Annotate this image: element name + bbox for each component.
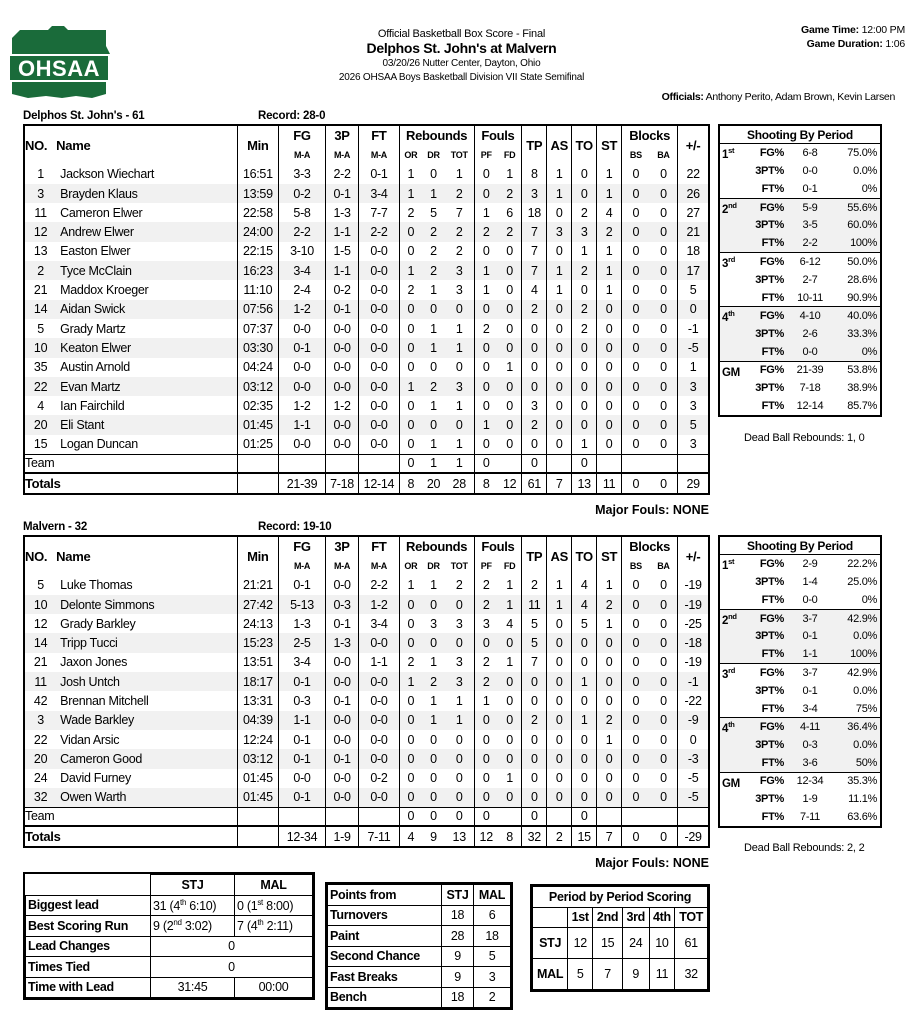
game-duration: Game Duration: 1:06 xyxy=(806,38,905,50)
shooting-by-period: Shooting By Period 1st FG% 6-8 75.0% 3PT% 0-0 0.0% FT% 0-1 0% 2nd FG% 5-9 55.6% 3PT% 3-5 60.0% FT% 2-2 100% 3rd FG% 6-12 50.0% 3PT% 2-7 28.6% FT% 10-11 90.9% 4th FG% 4-10 40.0% 3PT% 2-6 33.3% FT% 0-0 0% GM FG% 21-39 53.8% 3PT% 7-18 38.9% FT% 12-14 85.7% xyxy=(718,124,882,417)
player-row: 13 Easton Elwer 22:15 3-10 1-5 0-0 0 2 2 0 0 7 0 1 1 0 0 18 xyxy=(25,242,708,261)
period-scoring-row: MAL 5 7 9 11 32 xyxy=(533,959,708,990)
team-row: Team 0 1 1 0 0 0 xyxy=(25,454,708,473)
player-name: Grady Barkley xyxy=(56,614,237,633)
player-name: Andrew Elwer xyxy=(56,222,237,241)
sbp-row: FT% 0-0 0% xyxy=(720,343,880,361)
player-name: Evan Martz xyxy=(56,377,237,396)
player-name: Brayden Klaus xyxy=(56,184,237,203)
totals-row: Totals 12-34 1-9 7-11 4 9 13 12 8 32 2 15 7 0 0 -29 xyxy=(25,826,708,846)
player-row: 15 Logan Duncan 01:25 0-0 0-0 0-0 0 1 1 0 0 0 0 1 0 0 0 3 xyxy=(25,435,708,454)
player-row: 3 Wade Barkley 04:39 1-1 0-0 0-0 0 1 1 0 0 2 0 1 2 0 0 -9 xyxy=(25,711,708,730)
player-name: Tyce McClain xyxy=(56,261,237,280)
team-name: Malvern - 32 xyxy=(23,521,88,533)
sbp-row: 3rd FG% 6-12 50.0% xyxy=(720,253,880,271)
game-summary-table: STJ MAL Biggest lead 31 (4th 6:10) 0 (1st 8:00) Best Scoring Run 9 (2nd 3:02) 7 (4th 2:11) Lead Changes 0 Times Tied 0 Time with Lead 31:45 00:00 xyxy=(23,872,315,1000)
player-row: 20 Cameron Good 03:12 0-1 0-1 0-0 0 0 0 0 0 0 0 0 0 0 0 -3 xyxy=(25,749,708,768)
major-fouls: Major Fouls: NONE xyxy=(595,503,709,517)
biggest-lead-row: Biggest lead 31 (4th 6:10) 0 (1st 8:00) xyxy=(26,895,313,916)
lead-changes-row: Lead Changes 0 xyxy=(26,936,313,957)
sbp-row: 3PT% 7-18 38.9% xyxy=(755,382,877,395)
player-name: Eli Stant xyxy=(56,415,237,434)
player-name: Tripp Tucci xyxy=(56,633,237,652)
player-name: Grady Martz xyxy=(56,319,237,338)
player-row: 5 Grady Martz 07:37 0-0 0-0 0-0 0 1 1 2 0 0 0 2 0 0 0 -1 xyxy=(25,319,708,338)
best-run-mal: 7 (4th 2:11) xyxy=(235,916,313,937)
player-name: Austin Arnold xyxy=(56,358,237,377)
sbp-row: FT% 0-0 0% xyxy=(761,593,877,606)
player-name: Delonte Simmons xyxy=(56,595,237,614)
best-run-stj: 9 (2nd 3:02) xyxy=(151,916,235,937)
team-record: Record: 19-10 xyxy=(258,521,332,533)
player-name: Josh Untch xyxy=(56,672,237,691)
sbp-row: 4th FG% 4-11 36.4% xyxy=(720,718,880,736)
times-tied-row: Times Tied 0 xyxy=(26,957,313,978)
biggest-lead-stj: 31 (4th 6:10) xyxy=(151,895,235,916)
sbp-row: 2nd FG% 5-9 55.6% xyxy=(720,198,880,216)
player-row: 11 Josh Untch 18:17 0-1 0-0 0-0 1 2 3 2 0 0 0 1 0 0 0 -1 xyxy=(25,672,708,691)
game-time: Game Time: 12:00 PM xyxy=(801,24,905,36)
best-run-row: Best Scoring Run 9 (2nd 3:02) 7 (4th 2:11) xyxy=(26,916,313,937)
sbp-row: FT% 1-1 100% xyxy=(720,645,880,663)
sbp-row: 3PT% 3-5 60.0% xyxy=(720,216,880,234)
player-row: 2 Tyce McClain 16:23 3-4 1-1 0-0 1 2 3 1 0 7 1 2 1 0 0 17 xyxy=(25,261,708,280)
points-from-row: Bench 18 2 xyxy=(328,987,511,1008)
player-row: 1 Jackson Wiechart 16:51 3-3 2-2 0-1 1 0 1 0 1 8 1 0 1 0 0 22 xyxy=(25,165,708,184)
player-row: 35 Austin Arnold 04:24 0-0 0-0 0-0 0 0 0 0 1 0 0 0 0 0 0 1 xyxy=(25,358,708,377)
team-name: Delphos St. John's - 61 xyxy=(23,110,145,122)
sbp-row: 2nd FG% 3-7 42.9% xyxy=(720,609,880,627)
dead-ball-rebounds: Dead Ball Rebounds: 1, 0 xyxy=(744,432,865,444)
sbp-row: FT% 3-6 50% xyxy=(720,754,880,772)
period-scoring-row: STJ 12 15 24 10 61 xyxy=(533,928,708,959)
player-row: 12 Grady Barkley 24:13 1-3 0-1 3-4 0 3 3 3 4 5 0 5 1 0 0 -25 xyxy=(25,614,708,633)
player-name: Wade Barkley xyxy=(56,711,237,730)
sbp-row: 3PT% 0-1 0.0% xyxy=(755,684,877,697)
player-row: 4 Ian Fairchild 02:35 1-2 1-2 0-0 0 1 1 0 0 3 0 0 0 0 0 3 xyxy=(25,396,708,415)
sbp-row: FT% 2-2 100% xyxy=(720,234,880,252)
player-name: Vidan Arsic xyxy=(56,730,237,749)
event-name: 2026 OHSAA Boys Basketball Division VII State Semifinal xyxy=(338,72,585,83)
sbp-row: 3PT% 2-6 33.3% xyxy=(720,325,880,343)
player-row: 21 Maddox Kroeger 11:10 2-4 0-2 0-0 2 1 3 1 0 4 1 0 1 0 0 5 xyxy=(25,280,708,299)
period-scoring-table: Period by Period Scoring 1st 2nd 3rd 4th TOT STJ 12 15 24 10 61 MAL 5 7 9 11 32 xyxy=(530,884,710,992)
sbp-row: 4th FG% 4-10 40.0% xyxy=(720,307,880,325)
sbp-row: FT% 7-11 63.6% xyxy=(761,811,877,824)
player-name: Maddox Kroeger xyxy=(56,280,237,299)
player-name: Cameron Elwer xyxy=(56,203,237,222)
sbp-row: FT% 10-11 90.9% xyxy=(761,291,877,304)
player-name: Jackson Wiechart xyxy=(56,165,237,184)
player-row: 22 Vidan Arsic 12:24 0-1 0-0 0-0 0 0 0 0 0 0 0 0 1 0 0 0 xyxy=(25,730,708,749)
player-name: Brennan Mitchell xyxy=(56,691,237,710)
points-from-row: Fast Breaks 9 3 xyxy=(328,967,511,988)
player-row: 20 Eli Stant 01:45 1-1 0-0 0-0 0 0 0 1 0 2 0 0 0 0 0 5 xyxy=(25,415,708,434)
sbp-row: 3PT% 0-0 0.0% xyxy=(755,165,877,178)
svg-text:OHSAA: OHSAA xyxy=(18,56,100,81)
major-fouls: Major Fouls: NONE xyxy=(595,856,709,870)
box-score-table: NO. Name Min FG 3P FT Rebounds Fouls TP AS TO ST Blocks +/- M-A M-A M-A OR DR TOT PF FD BS BA 5 Luke Thomas 21:21 0-1 0-0 2-2 1 1 2 2 1 2 1 4 1 0 0 -19 10 Delonte Simmons 27:42 5-13 0-3 1-2 0 0 0 2 1 11 1 4 2 0 0 -19 12 Grady Barkley 24:13 1-3 0-1 3-4 0 3 3 3 4 5 0 5 1 0 0 -25 14 Tripp Tucci 15:23 2-5 1-3 0-0 0 0 0 0 0 5 0 0 0 0 0 -18 21 Jaxon Jones 13:51 3-4 0-0 1-1 2 1 3 2 1 7 0 0 0 0 0 -19 11 Josh Untch 18:17 0-1 0-0 0-0 1 2 3 2 0 0 0 1 0 0 0 -1 42 Brennan Mitchell 13:31 0-3 0-1 0-0 0 1 1 1 0 0 0 0 0 0 0 -22 3 Wade Barkley 04:39 1-1 0-0 0-0 0 1 1 0 0 2 0 1 2 0 0 -9 22 Vidan Arsic 12:24 0-1 0-0 0-0 0 0 0 0 0 0 0 0 1 0 0 0 20 Cameron Good 03:12 0-1 0-1 0-0 0 0 0 0 0 0 0 0 0 0 0 -3 24 David Furney 01:45 0-0 0-0 0-2 0 0 0 0 1 0 0 0 0 0 0 -5 32 Owen Warth 01:45 0-1 0-0 0-0 0 0 0 0 0 0 0 0 0 0 0 -5 Team 0 0 0 0 0 0 Totals 12-34 1-9 7-11 4 9 13 12 8 32 2 15 7 0 0 -29 xyxy=(23,535,710,848)
points-from-row: Second Chance 9 5 xyxy=(328,946,511,967)
player-row: 10 Delonte Simmons 27:42 5-13 0-3 1-2 0 0 0 2 1 11 1 4 2 0 0 -19 xyxy=(25,595,708,614)
player-name: Aidan Swick xyxy=(56,300,237,319)
sbp-row: 1st FG% 2-9 22.2% xyxy=(722,557,877,572)
sbp-row: 3PT% 1-9 11.1% xyxy=(755,793,877,806)
player-row: 11 Cameron Elwer 22:58 5-8 1-3 7-7 2 5 7 1 6 18 0 2 4 0 0 27 xyxy=(25,203,708,222)
player-row: 32 Owen Warth 01:45 0-1 0-0 0-0 0 0 0 0 0 0 0 0 0 0 0 -5 xyxy=(25,788,708,807)
player-name: Easton Elwer xyxy=(56,242,237,261)
game-title: Delphos St. John's at Malvern xyxy=(366,40,557,56)
player-row: 22 Evan Martz 03:12 0-0 0-0 0-0 1 2 3 0 0 0 0 0 0 0 0 3 xyxy=(25,377,708,396)
sbp-row: 1st FG% 6-8 75.0% xyxy=(722,146,877,161)
totals-row: Totals 21-39 7-18 12-14 8 20 28 8 12 61 7 13 11 0 0 29 xyxy=(25,473,708,493)
player-row: 14 Aidan Swick 07:56 1-2 0-1 0-0 0 0 0 0 0 2 0 2 0 0 0 0 xyxy=(25,300,708,319)
sbp-row: 3PT% 2-7 28.6% xyxy=(755,273,877,286)
points-from-row: Turnovers 18 6 xyxy=(328,905,511,926)
player-name: David Furney xyxy=(56,769,237,788)
shooting-by-period: Shooting By Period 1st FG% 2-9 22.2% 3PT% 1-4 25.0% FT% 0-0 0% 2nd FG% 3-7 42.9% 3PT% 0-1 0.0% FT% 1-1 100% 3rd FG% 3-7 42.9% 3PT% 0-1 0.0% FT% 3-4 75% 4th FG% 4-11 36.4% 3PT% 0-3 0.0% FT% 3-6 50% GM FG% 12-34 35.3% 3PT% 1-9 11.1% FT% 7-11 63.6% xyxy=(718,535,882,828)
sbp-row: 3PT% 0-3 0.0% xyxy=(720,736,880,754)
time-with-lead-row: Time with Lead 31:45 00:00 xyxy=(26,977,313,998)
player-name: Logan Duncan xyxy=(56,435,237,454)
sbp-row: GM FG% 12-34 35.3% xyxy=(720,772,880,790)
player-name: Luke Thomas xyxy=(56,576,237,595)
sbp-row: 3PT% 0-1 0.0% xyxy=(720,627,880,645)
sbp-row: 3rd FG% 3-7 42.9% xyxy=(720,664,880,682)
player-row: 24 David Furney 01:45 0-0 0-0 0-2 0 0 0 0 1 0 0 0 0 0 0 -5 xyxy=(25,769,708,788)
player-row: 21 Jaxon Jones 13:51 3-4 0-0 1-1 2 1 3 2 1 7 0 0 0 0 0 -19 xyxy=(25,653,708,672)
sbp-row: FT% 0-1 0% xyxy=(761,182,877,195)
report-title: Official Basketball Box Score - Final xyxy=(377,28,546,40)
box-score-table: NO. Name Min FG 3P FT Rebounds Fouls TP AS TO ST Blocks +/- M-A M-A M-A OR DR TOT PF FD BS BA 1 Jackson Wiechart 16:51 3-3 2-2 0-1 1 0 1 0 1 8 1 0 1 0 0 22 3 Brayden Klaus 13:59 0-2 0-1 3-4 1 1 2 0 2 3 1 0 1 0 0 26 11 Cameron Elwer 22:58 5-8 1-3 7-7 2 5 7 1 6 18 0 2 4 0 0 27 12 Andrew Elwer 24:00 2-2 1-1 2-2 0 2 2 2 2 7 3 3 2 0 0 21 13 Easton Elwer 22:15 3-10 1-5 0-0 0 2 2 0 0 7 0 1 1 0 0 18 2 Tyce McClain 16:23 3-4 1-1 0-0 1 2 3 1 0 7 1 2 1 0 0 17 21 Maddox Kroeger 11:10 2-4 0-2 0-0 2 1 3 1 0 4 1 0 1 0 0 5 14 Aidan Swick 07:56 1-2 0-1 0-0 0 0 0 0 0 2 0 2 0 0 0 0 5 Grady Martz 07:37 0-0 0-0 0-0 0 1 1 2 0 0 0 2 0 0 0 -1 10 Keaton Elwer 03:30 0-1 0-0 0-0 0 1 1 0 0 0 0 0 0 0 0 -5 35 Austin Arnold 04:24 0-0 0-0 0-0 0 0 0 0 1 0 0 0 0 0 0 1 22 Evan Martz 03:12 0-0 0-0 0-0 1 2 3 0 0 0 0 0 0 0 0 3 4 Ian Fairchild 02:35 1-2 1-2 0-0 0 1 1 0 0 3 0 0 0 0 0 3 20 Eli Stant 01:45 1-1 0-0 0-0 0 0 0 1 0 2 0 0 0 0 0 5 15 Logan Duncan 01:25 0-0 0-0 0-0 0 1 1 0 0 0 0 1 0 0 0 3 Team 0 1 1 0 0 0 Totals 21-39 7-18 12-14 8 20 28 8 12 61 7 13 11 0 0 29 xyxy=(23,124,710,495)
points-from-row: Paint 28 18 xyxy=(328,926,511,947)
sbp-row: FT% 3-4 75% xyxy=(761,702,877,715)
team-record: Record: 28-0 xyxy=(258,110,326,122)
points-from-table: Points from STJ MAL Turnovers 18 6 Paint 28 18 Second Chance 9 5 Fast Breaks 9 3 Bench 18 2 xyxy=(325,882,513,1010)
player-row: 14 Tripp Tucci 15:23 2-5 1-3 0-0 0 0 0 0 0 5 0 0 0 0 0 -18 xyxy=(25,633,708,652)
dead-ball-rebounds: Dead Ball Rebounds: 2, 2 xyxy=(744,842,865,854)
sbp-row: GM FG% 21-39 53.8% xyxy=(720,361,880,379)
player-row: 3 Brayden Klaus 13:59 0-2 0-1 3-4 1 1 2 0 2 3 1 0 1 0 0 26 xyxy=(25,184,708,203)
player-name: Cameron Good xyxy=(56,749,237,768)
sbp-row: FT% 12-14 85.7% xyxy=(761,400,877,413)
biggest-lead-mal: 0 (1st 8:00) xyxy=(235,895,313,916)
player-name: Owen Warth xyxy=(56,788,237,807)
player-row: 5 Luke Thomas 21:21 0-1 0-0 2-2 1 1 2 2 1 2 1 4 1 0 0 -19 xyxy=(25,576,708,595)
team-row: Team 0 0 0 0 0 0 xyxy=(25,807,708,826)
player-row: 42 Brennan Mitchell 13:31 0-3 0-1 0-0 0 1 1 1 0 0 0 0 0 0 0 -22 xyxy=(25,691,708,710)
player-name: Jaxon Jones xyxy=(56,653,237,672)
sbp-row: 3PT% 1-4 25.0% xyxy=(755,576,877,589)
date-location: 03/20/26 Nutter Center, Dayton, Ohio xyxy=(382,58,541,69)
player-name: Keaton Elwer xyxy=(56,338,237,357)
player-row: 10 Keaton Elwer 03:30 0-1 0-0 0-0 0 1 1 0 0 0 0 0 0 0 0 -5 xyxy=(25,338,708,357)
officials: Officials: Anthony Perito, Adam Brown, Kevin Larsen xyxy=(661,91,895,103)
player-row: 12 Andrew Elwer 24:00 2-2 1-1 2-2 0 2 2 2 2 7 3 3 2 0 0 21 xyxy=(25,222,708,241)
player-name: Ian Fairchild xyxy=(56,396,237,415)
